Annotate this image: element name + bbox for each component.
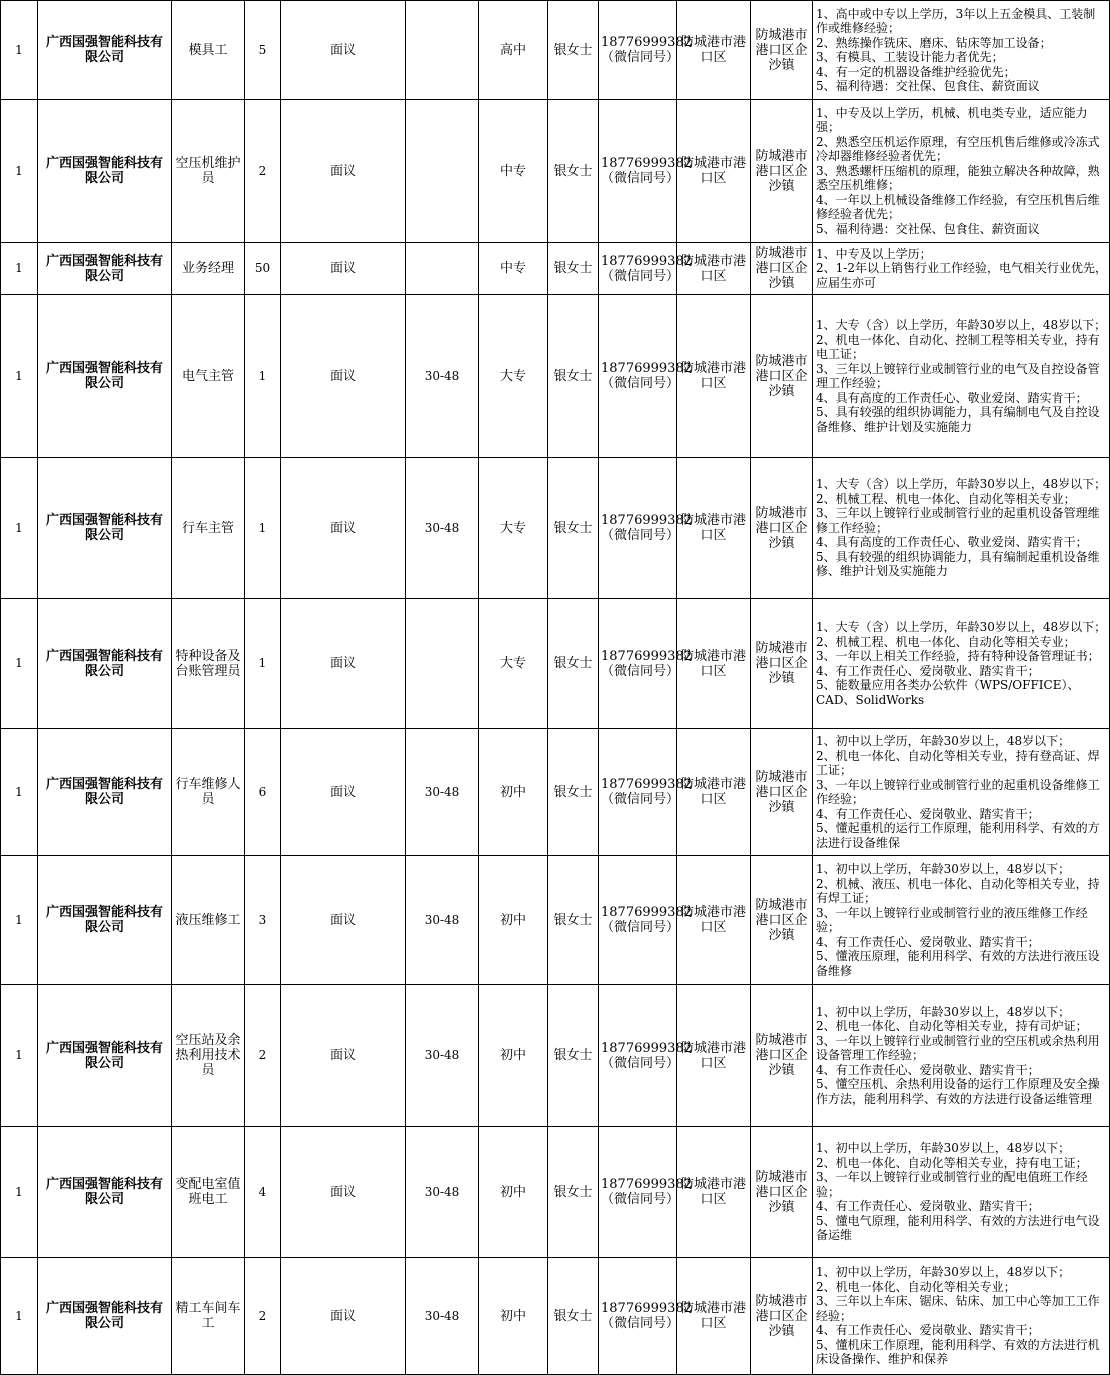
contact-cell: 银女士 [548,985,599,1127]
requirement-line: 4、具有高度的工作责任心、敬业爱岗、踏实肯干； [816,390,1088,405]
position-cell: 空压机维护员 [172,100,245,243]
requirement-line: 1、中专及以上学历； [816,246,932,261]
education-cell: 初中 [479,1258,548,1375]
company-cell: 广西国强智能科技有限公司 [38,1,172,100]
table-row [1,1,1110,100]
requirement-line: 2、机电一体化、自动化等相关专业，持有登高证、焊工证； [816,748,1100,777]
requirement-line: 1、初中以上学历，年龄30岁以上，48岁以下； [816,862,1071,876]
requirement-line: 3、三年以上镀锌行业或制管行业的起重机设备管理维修工作经验； [816,506,1100,535]
age-cell: 30-48 [406,1127,479,1258]
address-cell: 防城港市港口区企沙镇 [751,985,813,1127]
education-cell: 初中 [479,856,548,985]
location-cell: 防城港市港口区 [677,100,751,243]
age-cell: 30-48 [406,856,479,985]
requirement-line: 1、高中或中专以上学历，3年以上五金模具、工装制作或维修经验； [816,6,1096,35]
requirement-line: 3、一年以上相关工作经验，持有特种设备管理证书； [816,649,1100,663]
company-cell: 广西国强智能科技有限公司 [38,1127,172,1258]
company-cell: 广西国强智能科技有限公司 [38,985,172,1127]
phone-cell: 18776999382（微信同号） [599,295,677,458]
requirements-cell [813,856,1110,985]
requirement-line: 5、懂液压原理，能利用科学、有效的方法进行液压设备维修 [816,949,1100,978]
requirement-line: 3、三年以上镀锌行业或制管行业的电气及自控设备管理工作经验； [816,361,1100,390]
address-cell: 防城港市港口区企沙镇 [751,1258,813,1375]
education-cell: 中专 [479,243,548,295]
contact-cell: 银女士 [548,599,599,729]
requirements-cell [813,100,1110,243]
requirement-line: 5、懂起重机的运行工作原理，能利用科学、有效的方法进行设备维保 [816,821,1100,850]
requirement-line: 2、熟练操作铣床、磨床、钻床等加工设备； [816,35,1052,50]
contact-cell: 银女士 [548,1,599,100]
salary-cell: 面议 [281,1127,406,1258]
phone-cell: 18776999382（微信同号） [599,729,677,856]
seq-cell: 1 [1,1,38,100]
requirements-cell [813,599,1110,729]
phone-cell: 18776999382（微信同号） [599,1127,677,1258]
headcount-cell: 2 [245,100,281,243]
company-cell: 广西国强智能科技有限公司 [38,295,172,458]
requirements-cell [813,985,1110,1127]
requirement-line: 3、有模具、工装设计能力者优先； [816,50,1004,64]
seq-cell: 1 [1,599,38,729]
requirement-line: 2、机电一体化、自动化等相关专业； [816,1279,1016,1294]
seq-cell: 1 [1,458,38,599]
table-row [1,243,1110,295]
requirement-line: 5、懂机床工作原理，能利用科学、有效的方法进行机床设备操作、维护和保养 [816,1337,1100,1367]
table-row [1,1127,1110,1258]
phone-cell: 18776999382（微信同号） [599,856,677,985]
address-cell: 防城港市港口区企沙镇 [751,1127,813,1258]
requirement-line: 1、初中以上学历，年龄30岁以上，48岁以下； [816,1004,1071,1019]
requirement-line: 5、福利待遇：交社保、包食住、薪资面议 [816,221,1040,236]
education-cell: 大专 [479,458,548,599]
phone-cell: 18776999382（微信同号） [599,985,677,1127]
age-cell [406,1,479,100]
headcount-cell: 1 [245,295,281,458]
requirement-line: 4、有工作责任心、爱岗敬业、踏实肯干； [816,1199,1040,1214]
requirement-line: 5、懂空压机、余热利用设备的运行工作原理及安全操作方法，能利用科学、有效的方法进行设备运维管理 [816,1077,1100,1106]
location-cell: 防城港市港口区 [677,295,751,458]
address-cell: 防城港市港口区企沙镇 [751,100,813,243]
table-row [1,985,1110,1127]
table-row [1,599,1110,729]
seq-cell: 1 [1,295,38,458]
table-row [1,458,1110,599]
age-cell [406,100,479,243]
headcount-cell: 4 [245,1127,281,1258]
table-row [1,295,1110,458]
contact-cell: 银女士 [548,458,599,599]
headcount-cell: 5 [245,1,281,100]
contact-cell: 银女士 [548,1127,599,1258]
position-cell: 行车维修人员 [172,729,245,856]
requirement-line: 2、机械工程、机电一体化、自动化等相关专业； [816,634,1076,649]
headcount-cell: 3 [245,856,281,985]
headcount-cell: 1 [245,458,281,599]
company-cell: 广西国强智能科技有限公司 [38,599,172,729]
age-cell [406,243,479,295]
phone-cell: 18776999382（微信同号） [599,1,677,100]
requirement-line: 1、中专及以上学历，机械、机电类专业，适应能力强； [816,105,1088,135]
requirement-line: 5、福利待遇：交社保、包食住、薪资面议 [816,79,1040,93]
requirement-line: 2、机电一体化、自动化等相关专业，持有电工证； [816,1155,1088,1170]
salary-cell: 面议 [281,458,406,599]
phone-cell: 18776999382（微信同号） [599,599,677,729]
salary-cell: 面议 [281,729,406,856]
location-cell: 防城港市港口区 [677,599,751,729]
age-cell [406,599,479,729]
requirement-line: 5、具有较强的组织协调能力，具有编制起重机设备维修、维护计划及实施能力 [816,549,1100,579]
education-cell: 中专 [479,100,548,243]
requirement-line: 1、初中以上学历，年龄30岁以上，48岁以下； [816,1265,1071,1280]
phone-cell: 18776999382（微信同号） [599,458,677,599]
table-row [1,729,1110,856]
table-body [1,1,1110,1375]
salary-cell: 面议 [281,243,406,295]
requirements-cell [813,243,1110,295]
address-cell: 防城港市港口区企沙镇 [751,729,813,856]
phone-cell: 18776999382（微信同号） [599,100,677,243]
headcount-cell: 6 [245,729,281,856]
requirements-cell [813,1127,1110,1258]
requirement-line: 4、有工作责任心、爱岗敬业、踏实肯干； [816,934,1040,949]
position-cell: 空压站及余热利用技术员 [172,985,245,1127]
requirement-line: 5、具有较强的组织协调能力，具有编制电气及自控设备维修、维护计划及实施能力 [816,405,1100,434]
requirement-line: 5、懂电气原理，能利用科学、有效的方法进行电气设备运维 [816,1213,1100,1243]
headcount-cell: 2 [245,985,281,1127]
location-cell: 防城港市港口区 [677,856,751,985]
seq-cell: 1 [1,985,38,1127]
education-cell: 初中 [479,985,548,1127]
seq-cell: 1 [1,1127,38,1258]
salary-cell: 面议 [281,100,406,243]
table-row [1,1258,1110,1375]
education-cell: 初中 [479,729,548,856]
requirement-line: 3、一年以上镀锌行业或制管行业的液压维修工作经验； [816,905,1088,934]
requirement-line: 3、一年以上镀锌行业或制管行业的起重机设备维修工作经验； [816,777,1100,806]
requirement-line: 1、大专（含）以上学历，年龄30岁以上，48岁以下； [816,620,1107,634]
position-cell: 行车主管 [172,458,245,599]
requirements-cell [813,729,1110,856]
requirement-line: 2、1-2年以上销售行业工作经验，电气相关行业优先，应届生亦可 [816,261,1107,290]
company-cell: 广西国强智能科技有限公司 [38,458,172,599]
requirement-line: 4、具有高度的工作责任心、敬业爱岗、踏实肯干； [816,535,1088,550]
salary-cell: 面议 [281,1,406,100]
address-cell: 防城港市港口区企沙镇 [751,243,813,295]
headcount-cell: 1 [245,599,281,729]
location-cell: 防城港市港口区 [677,1127,751,1258]
company-cell: 广西国强智能科技有限公司 [38,243,172,295]
position-cell: 业务经理 [172,243,245,295]
location-cell: 防城港市港口区 [677,985,751,1127]
phone-cell: 18776999382（微信同号） [599,243,677,295]
requirement-line: 1、大专（含）以上学历，年龄30岁以上，48岁以下； [816,477,1107,492]
age-cell: 30-48 [406,985,479,1127]
requirement-line: 4、有工作责任心、爱岗敬业、踏实肯干； [816,663,1040,678]
salary-cell: 面议 [281,599,406,729]
seq-cell: 1 [1,729,38,856]
location-cell: 防城港市港口区 [677,1258,751,1375]
salary-cell: 面议 [281,1258,406,1375]
contact-cell: 银女士 [548,856,599,985]
seq-cell: 1 [1,1258,38,1375]
address-cell: 防城港市港口区企沙镇 [751,1,813,100]
location-cell: 防城港市港口区 [677,729,751,856]
table-row [1,856,1110,985]
salary-cell: 面议 [281,985,406,1127]
education-cell: 大专 [479,295,548,458]
age-cell: 30-48 [406,1258,479,1375]
requirement-line: 4、一年以上机械设备维修工作经验，有空压机售后维修经验者优先； [816,192,1100,222]
company-cell: 广西国强智能科技有限公司 [38,100,172,243]
seq-cell: 1 [1,243,38,295]
seq-cell: 1 [1,100,38,243]
requirement-line: 1、初中以上学历，年龄30岁以上，48岁以下； [816,734,1071,748]
address-cell: 防城港市港口区企沙镇 [751,856,813,985]
contact-cell: 银女士 [548,295,599,458]
education-cell: 初中 [479,1127,548,1258]
headcount-cell: 2 [245,1258,281,1375]
position-cell: 变配电室值班电工 [172,1127,245,1258]
requirement-line: 4、有工作责任心、爱岗敬业、踏实肯干； [816,1323,1040,1338]
position-cell: 液压维修工 [172,856,245,985]
age-cell: 30-48 [406,729,479,856]
salary-cell: 面议 [281,856,406,985]
position-cell: 精工车间车工 [172,1258,245,1375]
requirements-cell [813,1,1110,100]
requirement-line: 3、三年以上车床、锯床、钻床、加工中心等加工工作经验； [816,1294,1100,1323]
position-cell: 电气主管 [172,295,245,458]
requirement-line: 4、有工作责任心、爱岗敬业、踏实肯干； [816,1062,1040,1077]
requirement-line: 2、机械、液压、机电一体化、自动化等相关专业，持有焊工证； [816,876,1100,905]
requirement-line: 1、初中以上学历，年龄30岁以上，48岁以下； [816,1141,1071,1156]
education-cell: 大专 [479,599,548,729]
age-cell: 30-48 [406,458,479,599]
location-cell: 防城港市港口区 [677,458,751,599]
education-cell: 高中 [479,1,548,100]
headcount-cell: 50 [245,243,281,295]
salary-cell: 面议 [281,295,406,458]
requirement-line: 3、一年以上镀锌行业或制管行业的空压机或余热利用设备管理工作经验； [816,1033,1100,1063]
requirement-line: 2、机械工程、机电一体化、自动化等相关专业； [816,491,1076,506]
company-cell: 广西国强智能科技有限公司 [38,1258,172,1375]
table-row [1,100,1110,243]
company-cell: 广西国强智能科技有限公司 [38,856,172,985]
contact-cell: 银女士 [548,243,599,295]
company-cell: 广西国强智能科技有限公司 [38,729,172,856]
contact-cell: 银女士 [548,1258,599,1375]
requirement-line: 2、熟悉空压机运作原理，有空压机售后维修或冷冻式冷却器维修经验者优先； [816,134,1100,164]
requirements-cell [813,458,1110,599]
requirement-line: 3、一年以上镀锌行业或制管行业的配电值班工作经验； [816,1170,1088,1199]
address-cell: 防城港市港口区企沙镇 [751,599,813,729]
requirements-cell [813,1258,1110,1375]
location-cell: 防城港市港口区 [677,243,751,295]
requirement-line: 4、有一定的机器设备维护经验优先； [816,64,1016,79]
requirements-cell [813,295,1110,458]
address-cell: 防城港市港口区企沙镇 [751,295,813,458]
location-cell: 防城港市港口区 [677,1,751,100]
position-cell: 特种设备及台账管理员 [172,599,245,729]
contact-cell: 银女士 [548,729,599,856]
contact-cell: 银女士 [548,100,599,243]
requirement-line: 5、能数量应用各类办公软件（WPS/OFFICE）、CAD、SolidWorks [816,678,1080,707]
phone-cell: 18776999382（微信同号） [599,1258,677,1375]
requirement-line: 4、有工作责任心、爱岗敬业、踏实肯干； [816,806,1040,821]
requirement-line: 3、熟悉螺杆压缩机的原理，能独立解决各种故障，熟悉空压机维修； [816,163,1100,193]
requirement-line: 1、大专（含）以上学历，年龄30岁以上，48岁以下； [816,318,1107,332]
seq-cell: 1 [1,856,38,985]
requirement-line: 2、机电一体化、自动化等相关专业，持有司炉证； [816,1019,1088,1034]
position-cell: 模具工 [172,1,245,100]
requirement-line: 2、机电一体化、自动化、控制工程等相关专业，持有电工证； [816,332,1100,361]
address-cell: 防城港市港口区企沙镇 [751,458,813,599]
age-cell: 30-48 [406,295,479,458]
